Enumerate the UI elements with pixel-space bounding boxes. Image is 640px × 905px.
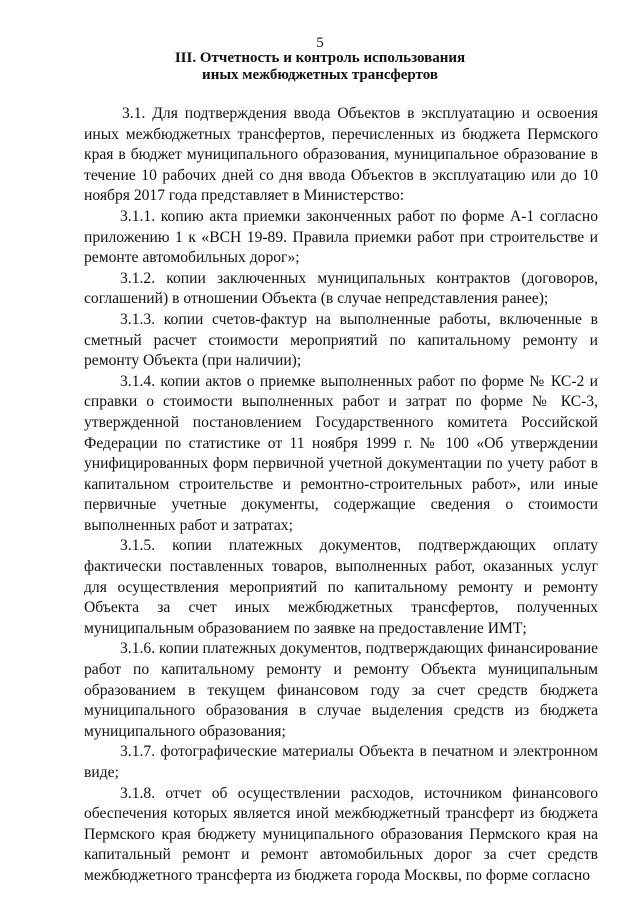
paragraph-3-1-8: 3.1.8. отчет об осуществлении расходов, источником финансового обеспечения которых является иной межбюджетный трансферт из бюджета Пермского края бюджету муниципального образования Пермского края на капитальный ремонт и ремонт автомобильных дорог за счет средств межбюджетного трансферта из бюджета города Москвы, по форме согласно — [84, 784, 598, 884]
section-title — [0, 50, 640, 84]
paragraph-3-1-4: 3.1.4. копии актов о приемке выполненных работ по форме № КС-2 и справки о стоимости выполненных работ и затрат по форме № КС-3, утвержденной постановлением Государственного комитета Российской Федерации по статистике от 11 ноября 1999 г. № 100 «Об утверждении унифицированных форм первичной учетной документации по учету работ в капитальном строительстве и ремонтно-строительных работ», или иные первичные учетные документы, содержащие сведения о стоимости выполненных работ и затратах; — [84, 372, 598, 534]
paragraph-3-1-6: 3.1.6. копии платежных документов, подтверждающих финансирование работ по капитальному ремонту и ремонту Объекта муниципальным образованием в текущем финансовом году за счет средств бюджета муниципального образования в случае выделения средств из бюджета муниципального образования; — [84, 640, 598, 740]
section-title-line-2: иных межбюджетных трансфертов — [202, 67, 438, 83]
paragraph-3-1-1: 3.1.1. копию акта приемки законченных работ по форме А-1 согласно приложению 1 к «ВСН 19-89. Правила приемки работ при строительстве и ремонте автомобильных дорог»; — [84, 207, 598, 267]
page-number: 5 — [316, 35, 324, 51]
paragraph-3-1-2: 3.1.2. копии заключенных муниципальных контрактов (договоров, соглашений) в отношении Объекта (в случае непредставления ранее); — [84, 269, 598, 308]
section-title-line-1: III. Отчетность и контроль использования — [174, 50, 466, 66]
paragraph-3-1-3: 3.1.3. копии счетов-фактур на выполненные работы, включенные в сметный расчет стоимости мероприятий по капитальному ремонту и ремонту Объекта (при наличии); — [84, 310, 598, 370]
paragraph-3-1-7: 3.1.7. фотографические материалы Объекта в печатном и электронном виде; — [84, 743, 598, 781]
paragraph-3-1: 3.1. Для подтверждения ввода Объектов в эксплуатацию и освоения иных межбюджетных трансфертов, перечисленных из бюджета Пермского края в бюджет муниципального образования, муниципальное образование в течение 10 рабочих дней со дня ввода Объектов в эксплуатацию или до 10 ноября 2017 года представляет в Министерство: — [84, 105, 598, 205]
paragraph-3-1-5: 3.1.5. копии платежных документов, подтверждающих оплату фактически поставленных товаров, выполненных работ, оказанных услуг для осуществления мероприятий по капитальному ремонту и ремонту Объекта за счет иных межбюджетных трансфертов, полученных муниципальным образованием по заявке на предоставление ИМТ; — [84, 537, 598, 637]
document-body — [84, 104, 598, 887]
